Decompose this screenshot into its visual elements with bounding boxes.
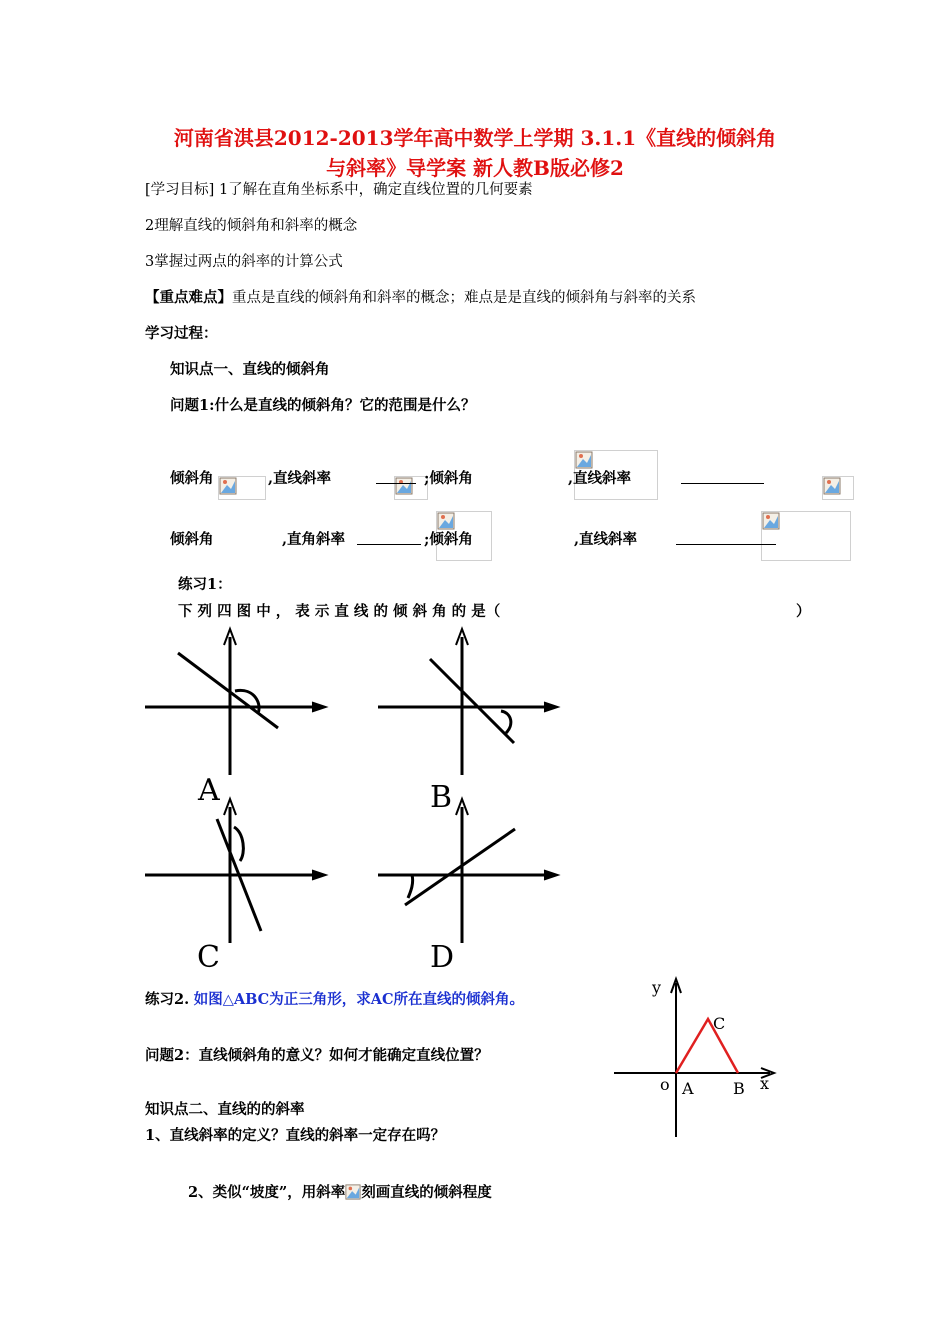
- fill-row-2-label-a: 倾斜角: [170, 531, 214, 548]
- triangle-figure: [610, 975, 790, 1145]
- x-arrow: [312, 870, 327, 880]
- answer-blank[interactable]: [676, 530, 776, 545]
- x-arrow: [312, 702, 327, 712]
- broken-image-icon: [219, 477, 237, 495]
- broken-image-icon: [823, 477, 841, 495]
- option-d-label: D: [430, 940, 455, 975]
- exercise-1-label: 练习1：: [178, 576, 232, 593]
- answer-blank[interactable]: [357, 530, 421, 545]
- x-arrow: [544, 702, 559, 712]
- option-c-label: C: [197, 940, 220, 975]
- objectives-line-1: [145, 178, 533, 199]
- fill-row-1-label-d: ,直线斜率: [568, 470, 632, 487]
- exercise-1-question: 下 列 四 图 中 ， 表 示 直 线 的 倾 斜 角 的 是（: [178, 603, 501, 620]
- question-2: 问题2：直线倾斜角的意义？如何才能确定直线位置？: [145, 1047, 489, 1064]
- broken-image-icon: [345, 1184, 361, 1200]
- slope-item-1: 1、直线斜率的定义？直线的斜率一定存在吗？: [145, 1127, 446, 1144]
- diagram-c: [140, 795, 340, 950]
- answer-blank[interactable]: [681, 469, 764, 484]
- objective-3: 3掌握过两点的斜率的计算公式: [145, 254, 343, 270]
- option-a-label: A: [198, 773, 220, 808]
- triangle-abc: [676, 1019, 738, 1073]
- knowledge-point-1: 知识点一、直线的倾斜角: [170, 361, 330, 378]
- fill-row-2-label-c: ;倾斜角: [424, 531, 473, 548]
- line: [405, 829, 515, 905]
- formula-image: [345, 1184, 361, 1202]
- exercise-2-label: 练习2.: [145, 991, 190, 1008]
- formula-image: [822, 476, 854, 500]
- slope-item-2-after: 刻画直线的倾斜程度: [361, 1184, 492, 1201]
- key-points-text: 重点是直线的倾斜角和斜率的概念；难点是是直线的倾斜角与斜率的关系: [232, 290, 696, 306]
- objective-2: 2理解直线的倾斜角和斜率的概念: [145, 218, 358, 234]
- fill-row-2-label-d: ,直线斜率: [574, 531, 638, 548]
- diagram-b: [370, 625, 570, 780]
- formula-image: [218, 476, 266, 500]
- diagram-d: [370, 795, 570, 950]
- knowledge-point-2: 知识点二、直线的的斜率: [145, 1101, 305, 1118]
- slope-item-2: [188, 1181, 492, 1202]
- fill-row-2-label-b: ,直角斜率: [282, 531, 346, 548]
- objectives-label: [学习目标]: [145, 182, 215, 198]
- exercise-1-close: ）: [796, 603, 811, 620]
- point-c-label: C: [713, 1014, 726, 1033]
- exercise-2: [145, 988, 524, 1009]
- diagram-a: [140, 625, 340, 780]
- key-points-label: 【重点难点】: [145, 289, 232, 306]
- y-label: y: [652, 978, 662, 997]
- angle-arc: [234, 827, 243, 861]
- exercise-2-text: 如图△ABC为正三角形，求AC所在直线的倾斜角。: [193, 991, 525, 1008]
- fill-row-1-label-c: ;倾斜角: [424, 470, 473, 487]
- answer-blank[interactable]: [376, 469, 416, 484]
- line: [430, 659, 514, 743]
- slope-item-2-before: 2、类似“坡度”，用斜率: [188, 1184, 346, 1201]
- objective-1: 1了解在直角坐标系中，确定直线位置的几何要素: [218, 182, 533, 198]
- fill-row-1-label-b: ,直线斜率: [268, 470, 332, 487]
- point-a-label: A: [682, 1079, 694, 1098]
- angle-arc: [408, 875, 413, 898]
- key-points: [145, 286, 696, 307]
- point-b-label: B: [733, 1079, 745, 1098]
- x-arrow: [544, 870, 559, 880]
- question-1: 问题1:什么是直线的倾斜角？它的范围是什么？: [170, 397, 476, 414]
- title-line-2: 与斜率》导学案 新人教B版必修2: [326, 156, 624, 180]
- title-line-1: 河南省淇县2012-2013学年高中数学上学期 3.1.1《直线的倾斜角: [173, 126, 777, 150]
- origin-label: o: [660, 1075, 670, 1094]
- x-label: x: [760, 1074, 770, 1093]
- option-b-label: B: [430, 780, 453, 815]
- broken-image-icon: [762, 512, 780, 530]
- fill-row-1-label-a: 倾斜角: [170, 470, 214, 487]
- line: [178, 653, 278, 728]
- process-label: 学习过程：: [145, 325, 218, 342]
